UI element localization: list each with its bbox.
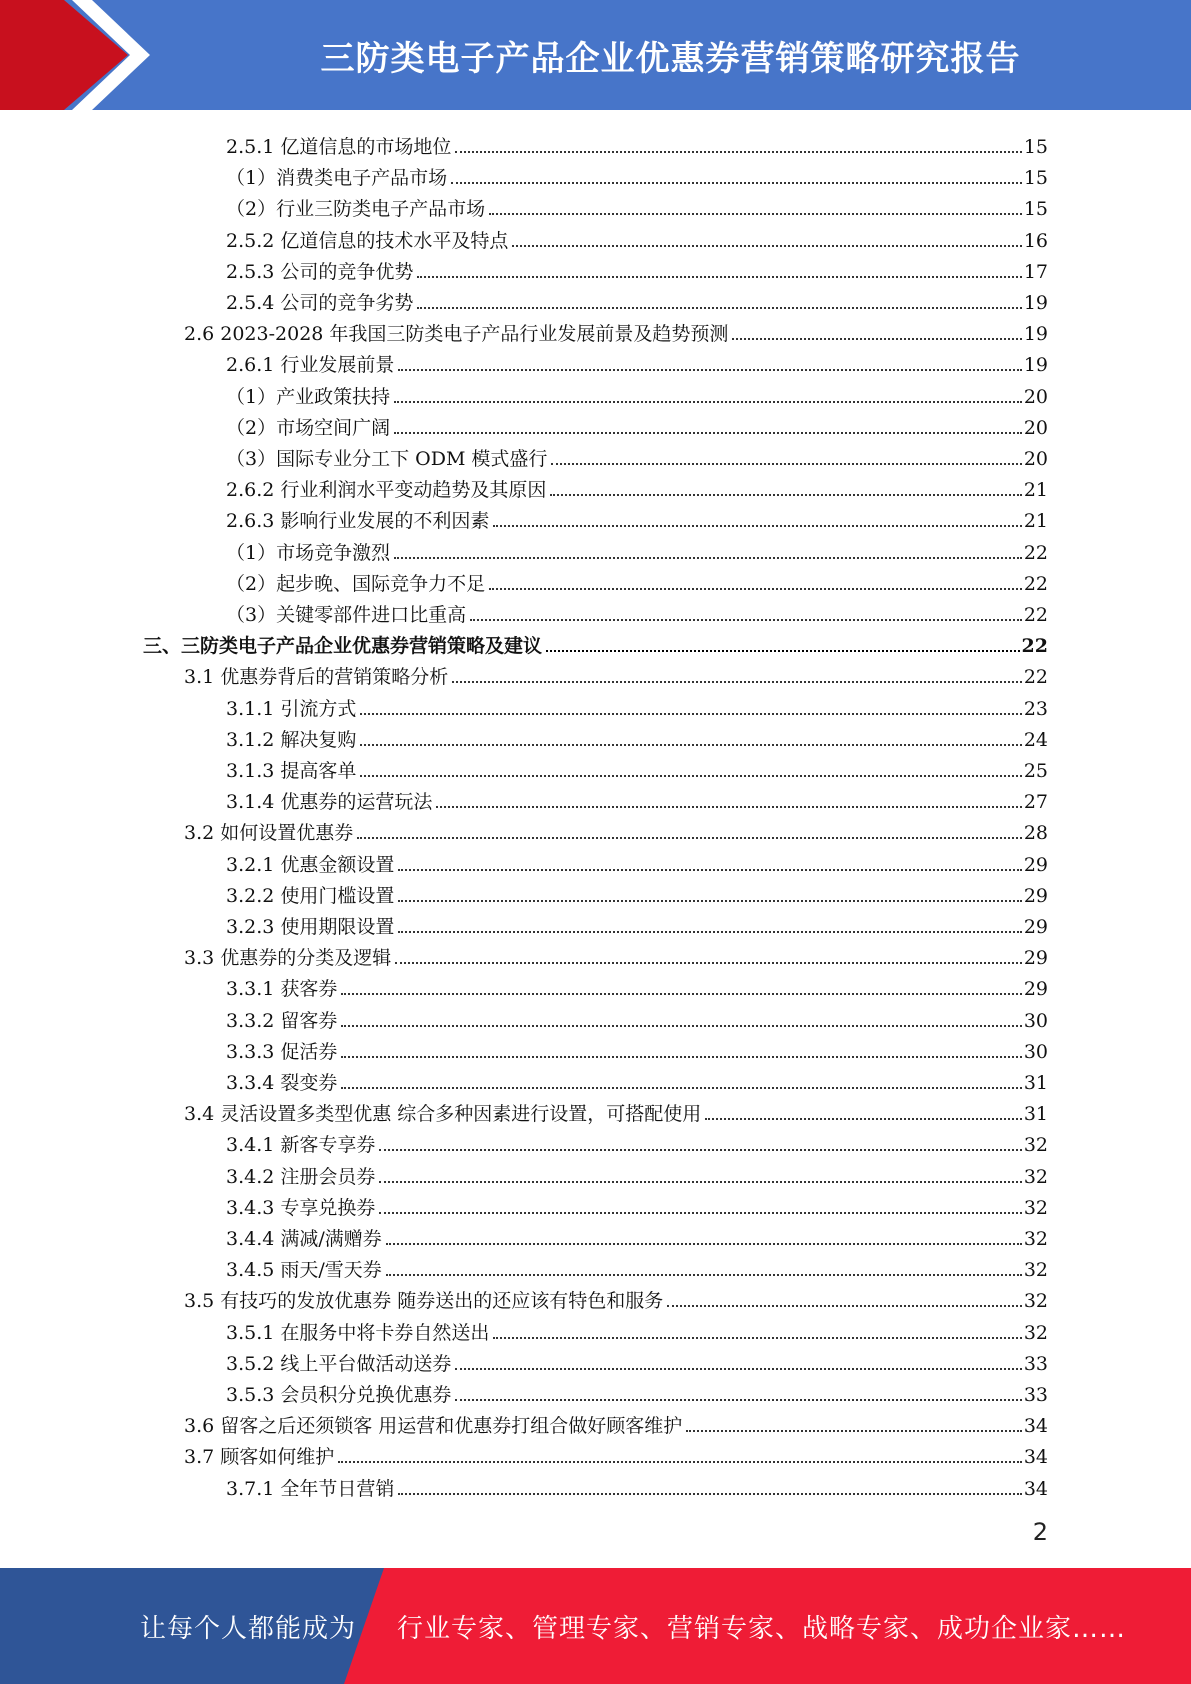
toc-entry[interactable] [226, 1158, 1048, 1189]
toc-entry-label: 2.5.4 公司的竞争劣势 [226, 292, 414, 314]
toc-entry-page: 21 [1023, 479, 1048, 502]
toc-dot-leader [436, 806, 1021, 808]
page-footer [0, 1568, 1191, 1684]
toc-entry-label: 3.2.3 使用期限设置 [226, 916, 395, 938]
toc-entry-label: 3.5 有技巧的发放优惠券 随券送出的还应该有特色和服务 [184, 1290, 664, 1313]
toc-entry-page: 25 [1023, 760, 1048, 782]
toc-dot-leader [489, 588, 1022, 590]
toc-dot-leader [493, 1337, 1021, 1339]
toc-entry-label: 3.7 顾客如何维护 [184, 1446, 335, 1469]
toc-entry[interactable] [226, 908, 1048, 939]
toc-dot-leader [338, 1461, 1022, 1463]
toc-entry-page: 32 [1023, 1290, 1048, 1313]
toc-entry-label: 2.6.3 影响行业发展的不利因素 [226, 510, 490, 533]
toc-entry-label: 2.6.1 行业发展前景 [226, 354, 395, 377]
toc-entry-label: 3.3.3 促活券 [226, 1040, 338, 1063]
toc-entry[interactable] [226, 690, 1048, 721]
toc-entry-label: 3.4.3 专享兑换券 [226, 1196, 376, 1219]
toc-entry-label: （1）市场竞争激烈 [226, 541, 391, 564]
toc-entry[interactable] [184, 1407, 1048, 1438]
toc-entry-page: 34 [1023, 1477, 1048, 1500]
toc-entry[interactable] [226, 1126, 1048, 1157]
toc-entry-label: 3.4 灵活设置多类型优惠 综合多种因素进行设置，可搭配使用 [184, 1103, 702, 1126]
footer-slogan-left: 让每个人都能成为 [140, 1613, 357, 1644]
toc-entry-page: 19 [1023, 354, 1048, 377]
toc-entry-label: 3.3.1 获客券 [226, 978, 338, 1001]
toc-entry[interactable] [226, 970, 1048, 1001]
toc-entry-label: （2）行业三防类电子产品市场 [226, 198, 486, 221]
toc-entry[interactable] [184, 939, 1048, 970]
toc-entry-page: 32 [1023, 1321, 1048, 1344]
toc-entry-label: 2.6 2023-2028 年我国三防类电子产品行业发展前景及趋势预测 [184, 323, 729, 346]
toc-entry[interactable] [226, 1002, 1048, 1033]
toc-entry-page: 32 [1023, 1228, 1048, 1250]
toc-dot-leader [417, 276, 1021, 278]
toc-dot-leader [341, 1087, 1021, 1089]
toc-entry-label: 3.3.2 留客券 [226, 1009, 338, 1032]
toc-entry-label: 3.5.1 在服务中将卡券自然送出 [226, 1321, 490, 1344]
toc-entry[interactable] [226, 783, 1048, 814]
toc-entry-label: （2）市场空间广阔 [226, 416, 391, 439]
toc-entry[interactable] [184, 1282, 1048, 1313]
toc-entry[interactable] [226, 721, 1048, 752]
toc-dot-leader [493, 525, 1021, 527]
toc-entry-label: 3.6 留客之后还须锁客 用运营和优惠券打组合做好顾客维护 [184, 1415, 683, 1438]
toc-entry-page: 29 [1023, 978, 1048, 1001]
toc-entry-page: 34 [1023, 1446, 1048, 1469]
toc-entry-page: 23 [1023, 697, 1048, 720]
toc-dot-leader [546, 650, 1020, 652]
toc-dot-leader [455, 151, 1021, 153]
toc-entry-page: 15 [1023, 136, 1048, 158]
toc-dot-leader [379, 1181, 1021, 1183]
toc-dot-leader [360, 775, 1021, 777]
toc-entry-page: 33 [1023, 1384, 1048, 1406]
toc-entry-page: 32 [1023, 1165, 1048, 1188]
toc-entry[interactable] [226, 502, 1048, 533]
toc-entry-label: 3.5.3 会员积分兑换优惠券 [226, 1384, 452, 1406]
toc-entry-page: 32 [1023, 1259, 1048, 1282]
toc-entry-label: （1）产业政策扶持 [226, 385, 391, 408]
toc-dot-leader [360, 713, 1021, 715]
toc-dot-leader [705, 1118, 1022, 1120]
toc-entry-page: 29 [1023, 947, 1048, 970]
toc-entry[interactable] [184, 1438, 1048, 1469]
toc-entry[interactable] [226, 1189, 1048, 1220]
toc-entry[interactable] [226, 190, 1048, 221]
toc-entry[interactable] [226, 565, 1048, 596]
toc-entry[interactable] [226, 1064, 1048, 1095]
toc-entry-page: 30 [1023, 1009, 1048, 1032]
toc-dot-leader [398, 869, 1021, 871]
toc-dot-leader [386, 1274, 1022, 1276]
toc-entry-page: 19 [1023, 292, 1048, 314]
toc-entry[interactable] [226, 378, 1048, 409]
toc-entry-label: 3.1.2 解决复购 [226, 728, 357, 751]
footer-slogan-right: 行业专家、管理专家、营销专家、战略专家、成功企业家…… [397, 1613, 1127, 1644]
toc-entry-page: 21 [1023, 510, 1048, 533]
toc-entry-page: 32 [1023, 1196, 1048, 1219]
toc-dot-leader [417, 307, 1021, 309]
toc-entry-page: 20 [1023, 416, 1048, 439]
toc-dot-leader [470, 619, 1022, 621]
toc-dot-leader [341, 1025, 1021, 1027]
toc-entry-label: 3.4.4 满减/满赠券 [226, 1228, 382, 1250]
toc-dot-leader [341, 993, 1021, 995]
toc-entry[interactable] [184, 315, 1048, 346]
toc-entry-label: 3.3.4 裂变券 [226, 1072, 338, 1094]
toc-entry-page: 22 [1023, 666, 1048, 689]
toc-entry-label: 3.3 优惠券的分类及逻辑 [184, 947, 392, 970]
page-number: 2 [1032, 1518, 1048, 1546]
toc-entry-label: （3）关键零部件进口比重高 [226, 604, 467, 626]
toc-dot-leader [398, 369, 1021, 371]
toc-entry[interactable] [226, 284, 1048, 315]
toc-entry[interactable] [226, 534, 1048, 565]
toc-entry[interactable] [226, 128, 1048, 159]
toc-entry[interactable] [226, 1033, 1048, 1064]
toc-entry[interactable] [226, 1376, 1048, 1407]
toc-dot-leader [455, 1368, 1021, 1370]
toc-entry-page: 22 [1021, 635, 1048, 658]
toc-entry-page: 29 [1023, 916, 1048, 938]
toc-entry[interactable] [226, 846, 1048, 877]
toc-entry-page: 31 [1023, 1103, 1048, 1126]
toc-entry-page: 16 [1023, 229, 1048, 252]
toc-dot-leader [394, 557, 1022, 559]
toc-dot-leader [398, 1493, 1021, 1495]
toc-entry[interactable] [226, 253, 1048, 284]
toc-dot-leader [551, 463, 1021, 465]
toc-dot-leader [386, 1243, 1022, 1245]
toc-dot-leader [394, 401, 1022, 403]
toc-entry-label: 3.1.4 优惠券的运营玩法 [226, 791, 433, 814]
toc-entry[interactable] [143, 627, 1048, 658]
toc-entry[interactable] [226, 1220, 1048, 1251]
toc-entry-label: （1）消费类电子产品市场 [226, 167, 448, 190]
toc-entry-label: 2.6.2 行业利润水平变动趋势及其原因 [226, 479, 547, 502]
toc-entry[interactable] [226, 1251, 1048, 1282]
toc-dot-leader [451, 182, 1022, 184]
toc-entry-label: 3.7.1 全年节日营销 [226, 1477, 395, 1500]
toc-dot-leader [455, 1399, 1021, 1401]
toc-dot-leader [667, 1305, 1022, 1307]
toc-entry[interactable] [226, 159, 1048, 190]
toc-entry-label: 3.5.2 线上平台做活动送券 [226, 1352, 452, 1375]
toc-dot-leader [394, 432, 1022, 434]
toc-entry[interactable] [226, 1314, 1048, 1345]
toc-entry-label: 3.4.2 注册会员券 [226, 1165, 376, 1188]
toc-dot-leader [357, 837, 1022, 839]
toc-entry-page: 28 [1023, 822, 1048, 845]
toc-entry-page: 20 [1023, 448, 1048, 470]
toc-entry[interactable] [226, 1345, 1048, 1376]
toc-entry[interactable] [226, 752, 1048, 783]
toc-entry-page: 24 [1023, 728, 1048, 751]
toc-entry[interactable] [226, 222, 1048, 253]
toc-entry[interactable] [226, 471, 1048, 502]
toc-entry-label: 2.5.2 亿道信息的技术水平及特点 [226, 229, 509, 252]
toc-entry-label: 3.4.5 雨天/雪天券 [226, 1259, 382, 1282]
toc-entry-page: 29 [1023, 853, 1048, 876]
toc-entry-page: 22 [1023, 572, 1048, 595]
toc-entry-label: 2.5.3 公司的竞争优势 [226, 260, 414, 283]
toc-entry-page: 15 [1023, 198, 1048, 221]
toc-entry[interactable] [226, 1470, 1048, 1501]
toc-entry-page: 17 [1023, 260, 1048, 283]
toc-entry-label: 2.5.1 亿道信息的市场地位 [226, 136, 452, 158]
toc-entry[interactable] [226, 877, 1048, 908]
toc-entry-page: 22 [1023, 604, 1048, 626]
toc-entry-page: 29 [1023, 884, 1048, 907]
toc-entry[interactable] [226, 346, 1048, 377]
toc-dot-leader [379, 1149, 1021, 1151]
toc-entry-label: 3.2.2 使用门槛设置 [226, 884, 395, 907]
toc-dot-leader [395, 962, 1022, 964]
toc-dot-leader [398, 931, 1021, 933]
toc-entry-page: 15 [1023, 167, 1048, 190]
toc-entry[interactable] [184, 658, 1048, 689]
toc-entry-page: 34 [1023, 1415, 1048, 1438]
toc-entry-page: 20 [1023, 385, 1048, 408]
toc-entry-label: 3.4.1 新客专享券 [226, 1134, 376, 1157]
toc-dot-leader [360, 744, 1021, 746]
toc-entry-page: 22 [1023, 541, 1048, 564]
toc-entry-page: 19 [1023, 323, 1048, 346]
toc-entry-page: 31 [1023, 1072, 1048, 1094]
toc-dot-leader [732, 338, 1021, 340]
toc-dot-leader [512, 245, 1021, 247]
toc-dot-leader [398, 900, 1021, 902]
toc-entry-page: 30 [1023, 1040, 1048, 1063]
toc-dot-leader [550, 494, 1021, 496]
toc-dot-leader [489, 213, 1022, 215]
toc-entry-page: 32 [1023, 1134, 1048, 1157]
toc-entry-label: 3.2 如何设置优惠券 [184, 822, 354, 845]
toc-entry-label: 3.2.1 优惠金额设置 [226, 853, 395, 876]
toc-entry[interactable] [226, 596, 1048, 627]
toc-entry-label: 3.1.3 提高客单 [226, 760, 357, 782]
toc-dot-leader [341, 1056, 1021, 1058]
toc-dot-leader [452, 681, 1022, 683]
toc-entry-page: 33 [1023, 1352, 1048, 1375]
toc-entry[interactable] [226, 440, 1048, 471]
toc-entry-label: （2）起步晚、国际竞争力不足 [226, 572, 486, 595]
toc-entry-page: 27 [1023, 791, 1048, 814]
toc-entry-label: （3）国际专业分工下 ODM 模式盛行 [226, 448, 548, 470]
toc-entry[interactable] [184, 1095, 1048, 1126]
toc-entry[interactable] [184, 814, 1048, 845]
toc-dot-leader [379, 1212, 1021, 1214]
toc-entry-label: 三、三防类电子产品企业优惠券营销策略及建议 [143, 635, 543, 658]
toc-entry-label: 3.1 优惠券背后的营销策略分析 [184, 666, 449, 689]
toc-entry-label: 3.1.1 引流方式 [226, 697, 357, 720]
toc-entry[interactable] [226, 409, 1048, 440]
page-header [0, 0, 1191, 110]
report-title: 三防类电子产品企业优惠券营销策略研究报告 [320, 38, 1021, 79]
toc-dot-leader [686, 1430, 1022, 1432]
